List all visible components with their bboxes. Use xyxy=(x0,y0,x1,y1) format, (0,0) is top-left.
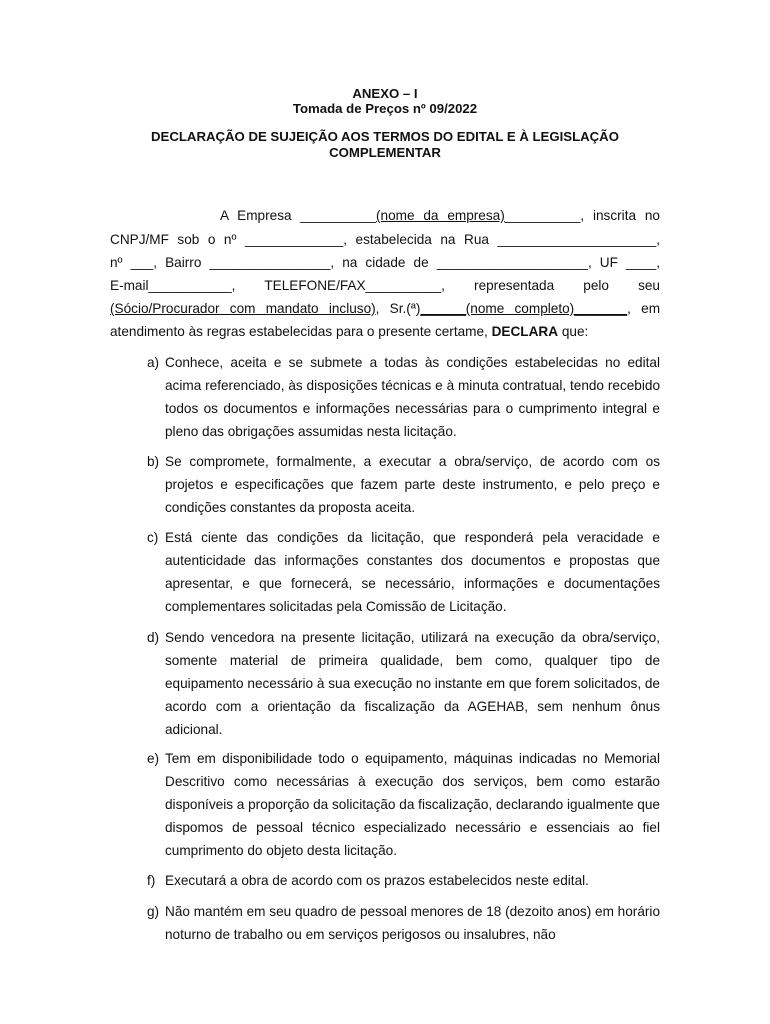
list-text: Se compromete, formalmente, a executar a obra/serviço, de acordo com os projetos e especificações que fazem parte deste instrumento, e pelo preço e condições constantes da proposta aceita. xyxy=(165,454,660,515)
list-item-f xyxy=(147,869,660,892)
list-item-e xyxy=(147,747,660,862)
declara-keyword: DECLARA xyxy=(491,324,559,339)
list-marker: c) xyxy=(147,530,159,545)
list-marker: d) xyxy=(147,630,160,645)
list-marker: a) xyxy=(147,355,160,370)
full-name-placeholder: ______(nome completo)_______ xyxy=(420,301,628,316)
intro-line-3: nº ___, Bairro ________________, na cidade de ____________________, UF ____, xyxy=(110,255,660,270)
list-text: Não mantém em seu quadro de pessoal menores de 18 (dezoito anos) em horário noturno de trabalho ou em serviços perigosos ou insalubres, não xyxy=(165,904,660,942)
company-blank: A Empresa __________ xyxy=(220,208,376,223)
declaration-title-line-2: COMPLEMENTAR xyxy=(329,145,441,160)
representative-type-placeholder: (Sócio/Procurador com mandato incluso) xyxy=(110,301,376,316)
intro-line-2: CNPJ/MF sob o nº _____________, estabelecida na Rua _____________________, xyxy=(110,232,660,247)
intro-line-6 xyxy=(110,324,660,340)
declaration-title-line-1: DECLARAÇÃO DE SUJEIÇÃO AOS TERMOS DO EDITAL E À LEGISLAÇÃO xyxy=(151,129,619,144)
list-text: Sendo vencedora na presente licitação, utilizará na execução da obra/serviço, somente material de primeira qualidade, bem como, qualquer tipo de equipamento necessário à sua execução no instante em que forem solicitados, de acordo com a orientação da fiscalização da AGEHAB, sem nenhum ônus adicional. xyxy=(165,630,660,737)
intro-em: , em xyxy=(627,301,661,316)
list-item-a xyxy=(147,351,660,443)
list-text: Tem em disponibilidade todo o equipamento, máquinas indicadas no Memorial Descritivo como necessárias à execução dos serviços, bem como estarão disponíveis a proporção da solicitação da fiscalização, declarando igualmente que dispomos de pessoal técnico especializado necessário e essenciais ao fiel cumprimento do objeto desta licitação. xyxy=(165,751,660,858)
list-marker: b) xyxy=(147,454,160,469)
list-text: Executará a obra de acordo com os prazos estabelecidos neste edital. xyxy=(165,873,589,888)
list-item-d xyxy=(147,626,660,741)
list-marker: f) xyxy=(147,873,156,888)
company-name-placeholder: (nome da empresa) xyxy=(376,208,505,223)
list-item-b xyxy=(147,450,660,519)
intro-line-4: E-mail___________, TELEFONE/FAX__________, representada pelo seu xyxy=(110,278,660,293)
list-item-g xyxy=(147,900,660,946)
company-blank-end: __________, inscrita no xyxy=(504,208,660,223)
intro-que: que: xyxy=(561,324,589,339)
list-marker: e) xyxy=(147,751,160,766)
annex-heading: ANEXO – I xyxy=(352,86,418,101)
list-item-c xyxy=(147,526,660,618)
intro-sr: , Sr.(ª) xyxy=(375,301,421,316)
list-text: Está ciente das condições da licitação, que responderá pela veracidade e autenticidade das informações constantes dos documentos e propostas que apresentar, e que fornecerá, se necessário, informações e documentações complementares solicitadas pela Comissão de Licitação. xyxy=(165,530,660,614)
tender-number: Tomada de Preços nº 09/2022 xyxy=(292,101,478,116)
intro-line-1 xyxy=(110,208,660,224)
intro-text: atendimento às regras estabelecidas para o presente certame, xyxy=(110,324,488,339)
list-text: Conhece, aceita e se submete a todas às condições estabelecidas no edital acima referenciado, às disposições técnicas e à minuta contratual, tendo recebido todos os documentos e informações necessárias para o cumprimento integral e pleno das obrigações assumidas nesta licitação. xyxy=(165,355,660,439)
intro-line-5 xyxy=(110,301,660,317)
list-marker: g) xyxy=(147,904,160,919)
